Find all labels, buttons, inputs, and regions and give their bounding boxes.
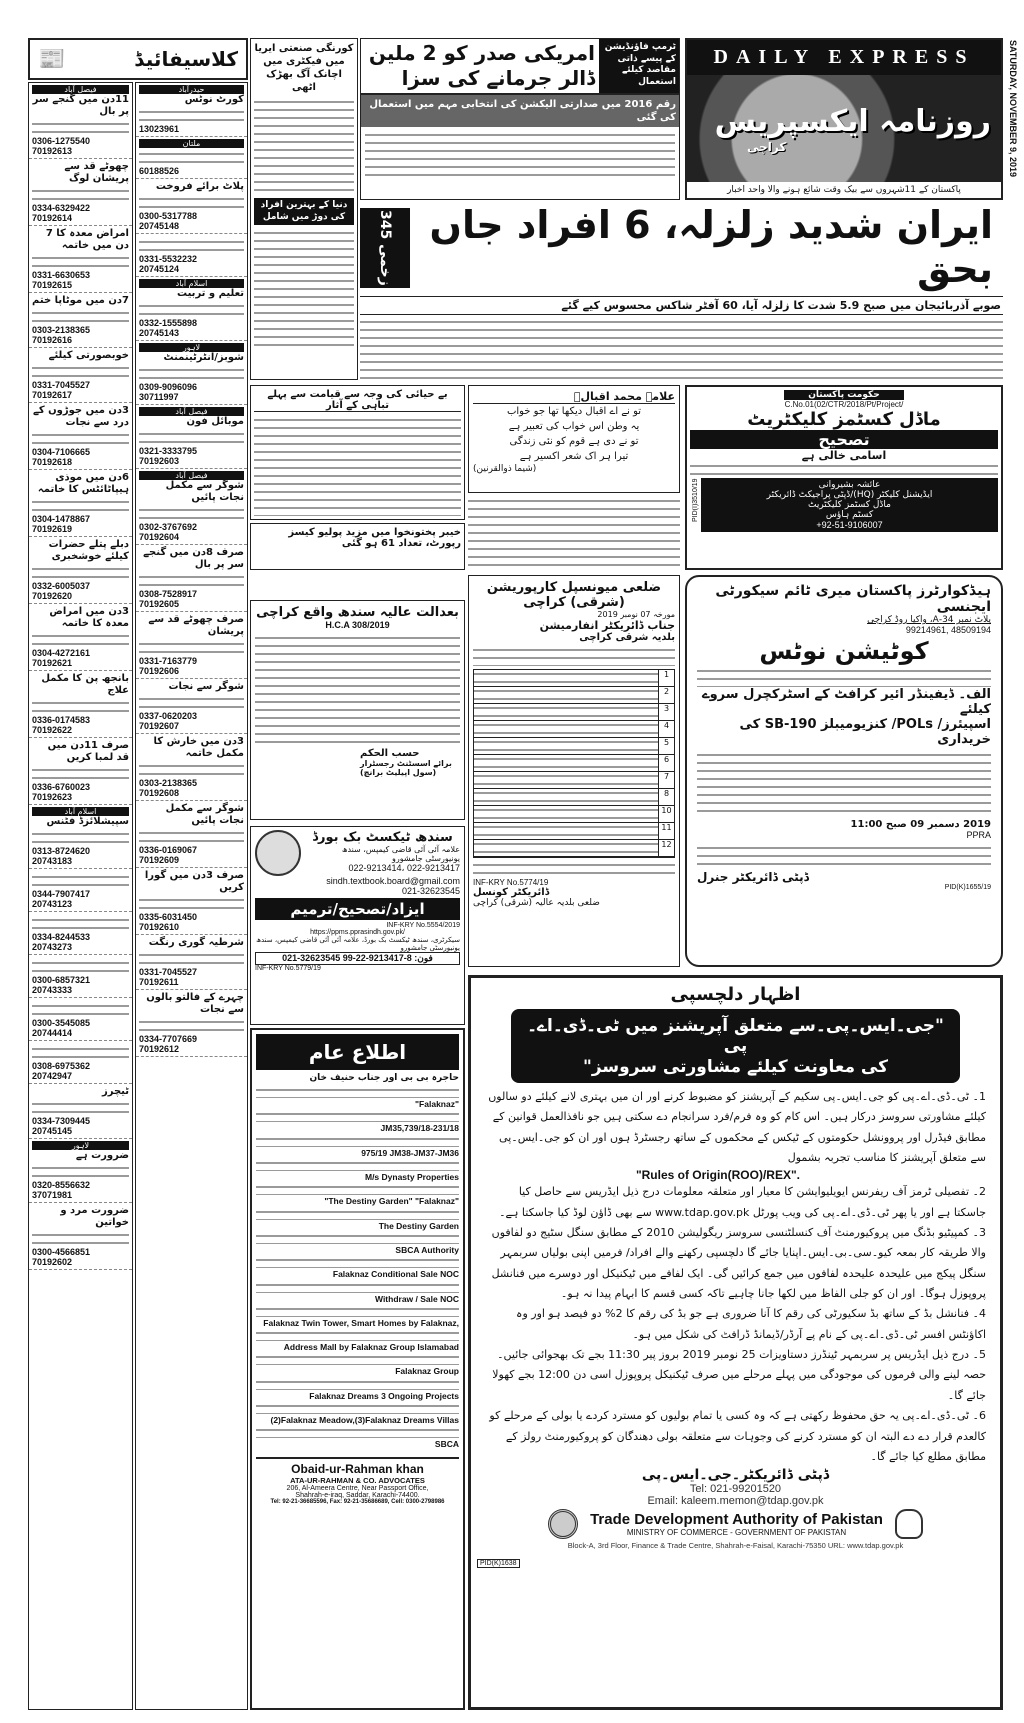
listing-code: 70192609 [139, 855, 180, 865]
ad-address: علامہ آئی آئی قاضی کیمپس، سندھ یونیورسٹی جامشورو [341, 845, 460, 863]
listing-phone: 0331-5532232 [139, 254, 198, 264]
listing-title: دبلے پتلے حضرات کیلئے خوشخبری [48, 539, 129, 562]
listing-phone: 0336-0174583 [32, 715, 91, 725]
listing-phone: 0303-2138365 [139, 778, 198, 788]
classified-listing [29, 805, 132, 869]
listing-code: 70192615 [32, 280, 73, 290]
listing-phone: 0334-7309445 [32, 1116, 91, 1126]
signatory-house: کسٹم ہاؤس [825, 510, 874, 520]
news-story-fire [250, 38, 358, 380]
masthead [685, 38, 1003, 200]
poem-line: یہ وطن اس خواب کی تعبیر ہے [508, 421, 640, 432]
listing-code: 20743333 [32, 985, 73, 995]
row-number: 1 [658, 670, 674, 686]
listing-title: شوگر سے نجات [168, 681, 244, 692]
ad-title: اطلاع عام [256, 1034, 459, 1070]
listing-phone: 0306-1275540 [32, 136, 91, 146]
listing-title: صرف 11دن میں قد لمبا کریں [47, 740, 129, 763]
ministry-name: MINISTRY OF COMMERCE - GOVERNMENT OF PAKISTAN [626, 1528, 847, 1538]
listing-title: 3دن میں امراض معدہ کا خاتمہ [49, 606, 129, 629]
notice-term: M/s Dynasty Properties [364, 1171, 459, 1182]
notice-title: کوٹیشن نوٹس [759, 637, 929, 665]
listing-code: 70192604 [139, 532, 180, 542]
item-b: اسپیئرز/ POLs/ کنزیومیبلز SB-190 کی خریداری [739, 717, 991, 747]
ad-title-line-1: "جی۔ایس۔پی۔سے متعلق آپریشنز میں ٹی۔ڈی۔اے۔پی [527, 1016, 944, 1056]
row-number: 3 [658, 704, 674, 720]
table-row [474, 704, 674, 721]
listing-city-header: اسلام آباد [32, 807, 129, 816]
table-row [474, 721, 674, 738]
listing-phone: 0304-4272161 [32, 648, 91, 658]
listing-phone: 0331-7045527 [139, 967, 198, 977]
listing-code: 70192606 [139, 666, 180, 676]
classified-listing [29, 348, 132, 403]
table-row [474, 789, 674, 806]
listing-code: 70192608 [139, 788, 180, 798]
listing-phone: 0331-7045527 [32, 380, 91, 390]
classified-listing [29, 738, 132, 805]
listing-code: 70192622 [32, 725, 73, 735]
listing-city-header: اسلام آباد [139, 279, 244, 288]
poem-line: تو نے اے اقبال دیکھا تھا جو خواب [506, 406, 642, 417]
listing-title: تعلیم و تربیت [177, 288, 244, 299]
ad-url[interactable]: https://ppms.pprasindh.gov.pk/ [310, 929, 405, 936]
notice-term: 975/19 JM38-JM37-JM36 [361, 1147, 459, 1158]
ad-phones: 99214961, 48509194 [905, 625, 991, 635]
listing-title: صرف 3دن میں گورا کریں [144, 870, 244, 893]
listing-title: شوبز/انٹرٹینمنٹ [163, 352, 244, 363]
listing-code: 20743183 [32, 856, 73, 866]
classified-listing [136, 234, 247, 277]
ad-email[interactable]: Email: kaleem.memon@tdap.gov.pk [647, 1495, 824, 1508]
notice-term: JM35,739/18-231/18 [380, 1123, 459, 1134]
listing-city-header: فیصل آباد [139, 407, 244, 416]
listing-code: 30711997 [139, 392, 179, 402]
classified-listing [29, 869, 132, 912]
listing-title: سپیشلائزڈ فٹنس [46, 816, 129, 827]
listing-phone: 0308-7528917 [139, 589, 198, 599]
classified-listing [136, 545, 247, 612]
listing-code: 20745145 [32, 1126, 73, 1136]
ad-address: پلاٹ نمبر 34-A، واکیا روڈ کراچی [867, 615, 991, 625]
row-number: 11 [658, 823, 674, 839]
classified-header [28, 38, 248, 80]
poem-box [468, 385, 680, 493]
classified-listing [136, 405, 247, 469]
listing-code: 60188526 [139, 166, 180, 176]
classified-listing [136, 868, 247, 935]
listing-phone: 0300-4566851 [32, 1247, 91, 1257]
news-story-trump [360, 38, 680, 200]
notice-term: (2)Falaknaz Meadow,(3)Falaknaz Dreams Villas [270, 1415, 459, 1426]
court-registrar: برائے اسسٹنٹ رجسٹرار (سول اپیلیٹ برانچ) [360, 759, 452, 777]
listing-phone: 0309-9096096 [139, 382, 198, 392]
classified-listing [136, 179, 247, 234]
ad-title: سندھ ٹیکسٹ بک بورڈ [312, 830, 453, 845]
listing-title: موبائل فون [186, 416, 244, 427]
row-number: 4 [658, 721, 674, 737]
ad-title: ہیڈکوارٹرز پاکستان میری ٹائم سیکورٹی ایجنسی [715, 583, 991, 615]
listing-phone: 0308-6975362 [32, 1061, 91, 1071]
classified-listing [29, 955, 132, 998]
firm-address-2: Shahrah-e-iraq, Saddar, Karachi-74400. [295, 1491, 420, 1499]
org-name: Trade Development Authority of Pakistan [590, 1511, 883, 1529]
lead-body-text [360, 318, 1003, 380]
classified-listing [29, 604, 132, 671]
listing-title: خوبصورتی کیلئے [48, 350, 129, 361]
advocate-name: Obaid-ur-Rahman khan [291, 1461, 424, 1476]
ad-phones: 022-9213414، 022-9213417 [348, 863, 460, 873]
court-sign: حسب الحکم [360, 748, 420, 759]
classified-listing [136, 734, 247, 801]
ad-municipal-corporation [468, 575, 680, 967]
masthead-tagline: پاکستان کے 11شہروں سے بیک وقت شائع ہونے والا واحد اخبار [687, 182, 1001, 198]
listing-code: 70192610 [139, 922, 180, 932]
classified-listing [136, 341, 247, 405]
classified-listing [136, 801, 247, 868]
notice-term: Withdraw / Sale NOC [375, 1293, 459, 1304]
table-row [474, 755, 674, 772]
classified-listing [29, 537, 132, 604]
story-headline: خیبر پختونخوا میں مزید پولیو کیسز رپورٹ، تعداد 61 ہو گئی [288, 527, 461, 549]
listing-code: 20744414 [32, 1028, 73, 1038]
classified-listing [29, 912, 132, 955]
listing-code: 70192605 [139, 599, 180, 609]
story-headline: بے حیائی کی وجہ سے قیامت سے پہلے تباہی کے آثار [254, 389, 461, 412]
listing-code: 70192617 [32, 390, 73, 400]
listing-phone: 0320-8556632 [32, 1180, 91, 1190]
listing-code: 20742947 [32, 1071, 73, 1081]
listing-title: 3دن میں خارش کا مکمل خاتمہ [153, 736, 244, 759]
ad-subtitle: اسامی خالی ہے [801, 449, 887, 462]
listing-phone: 0332-1555898 [139, 318, 198, 328]
table-row [474, 687, 674, 704]
row-number: 5 [658, 738, 674, 754]
tender-clause: 3۔ کمپیٹیو بڈنگ میں پروکیورمنٹ آف کنسلٹنسی سروسز ریگولیشن 2010 کے مطابق سنگل سٹیج دو لفافوں والا طریقہ کار بمعہ کیو۔سی۔بی۔ایس۔اپنایا جائے گا دلچسپی رکھنے والے افراد/ فرمیں اپنی بولیاں سربمہر سنگل پیکج میں علیحدہ علیحدہ لفافوں میں جمع کرائیں گی۔ ایک لفافے میں ٹیکنیکل اور دوسرے میں فنانشل پروپوزل ہوگا۔ اور ان کو جلی الفاظ میں لکھا جانا چاہیے تاکہ کسی قسم کا ابہام پیدا نہ ہو۔ [491, 1226, 986, 1301]
ad-court-notice [250, 600, 465, 820]
listing-title: 3دن میں جوڑوں کے درد سے نجات [32, 405, 129, 428]
ad-tdap [468, 975, 1003, 1710]
signatory: ڈپٹی ڈائریکٹر۔جی۔ایس۔پی [641, 1467, 830, 1484]
ad-signatory: سیکرٹری، سندھ ٹیکسٹ بک بورڈ، علامہ آئی آئی قاضی کیمپس، سندھ یونیورسٹی جامشورو [256, 936, 460, 952]
masthead-city: کراچی [747, 139, 787, 154]
poem-line: تیرا ہر اک شعر اکسیر ہے [519, 451, 629, 462]
ad-reference: C.No.01(02/CTR/2018/Pt/Project/ [784, 400, 904, 409]
listing-phone: 0304-7106665 [32, 447, 91, 457]
listing-title: شرطیہ گوری رنگت [148, 937, 244, 948]
classified-listing [29, 671, 132, 738]
classified-listing [136, 83, 247, 137]
listing-code: 70192620 [32, 591, 73, 601]
ad-pid: PID(K)1655/19 [944, 884, 991, 891]
ad-model-customs [685, 385, 1003, 570]
ad-email: sindh.textbook.board@gmail.com [326, 876, 460, 886]
masthead-logo [687, 75, 1001, 182]
row-number: 6 [658, 755, 674, 771]
classified-listing [29, 293, 132, 348]
listing-title: صرف 8دن میں گنجے سر پر بال [143, 547, 244, 570]
ad-contact: 021-32623545 99-22-9213417-8 :فون [255, 952, 460, 965]
listing-phone: 0334-8244533 [32, 932, 91, 942]
listing-code: 70192611 [139, 977, 179, 987]
listing-code: 70192614 [32, 213, 73, 223]
lead-story [360, 204, 1003, 380]
classified-listing [29, 1084, 132, 1139]
listing-code: 70192602 [32, 1257, 73, 1267]
classified-listing [136, 137, 247, 179]
listing-title: پلاٹ برائے فروخت [155, 181, 244, 192]
tender-clause: 1۔ ٹی۔ڈی۔اے۔پی کو جی۔ایس۔پی سکیم کے آپریشنز کو مضبوط کرنے اور ان میں بہتری لانے کیلئے دو سالوں کیلئے مشاورتی سروسز درکار ہیں۔ اس کام کو وہ فرم/فرد سرانجام دے سکتی ہیں جو نافذالعمل قوانین کے مطابق فیڈرل اور پروونشل حکومتوں کے ٹیکس کے محکموں کے ساتھ رجسٹرڈ ہوں اور ان کو جی۔ایس۔پی سے متعلق آپریشنز کا مناسب تجربہ بشمول [488, 1090, 986, 1165]
newspaper-icon: 📰 [38, 46, 66, 72]
listing-phone: 0331-7163779 [139, 656, 198, 666]
listing-phone: 0334-6329422 [32, 203, 91, 213]
listing-code: 20743273 [32, 942, 73, 952]
listing-title: 11دن میں گنجے سر پر بال [32, 94, 129, 117]
listing-title: صرف چھوٹے قد سے پریشان [148, 614, 244, 637]
news-story-polio [250, 523, 465, 570]
listing-phone: 0337-0620203 [139, 711, 198, 721]
firm-address-1: 206, Al-Ameera Centre, Near Passport Office, [286, 1484, 429, 1492]
ad-reference-2: INF-KRY No.5779/19 [255, 965, 321, 972]
listing-title: ٹیچرز [101, 1086, 129, 1097]
table-row [474, 772, 674, 789]
ad-correction: تصحیح [690, 430, 998, 449]
news-story-2 [250, 385, 465, 520]
row-number: 10 [658, 806, 674, 822]
listing-city-header: لاہور [32, 1141, 129, 1150]
ppra-label: PPRA [966, 830, 991, 840]
opening-date: 2019 دسمبر 09 صبح 11:00 [850, 819, 991, 830]
listing-phone: 0334-7707669 [139, 1034, 198, 1044]
case-number: H.C.A 308/2019 [325, 620, 390, 630]
poem-poet: (شیما ذوالقرنین) [473, 464, 537, 474]
listing-title: ضرورت ہے [75, 1150, 129, 1161]
signatory: ڈپٹی ڈائریکٹر جنرل [697, 870, 809, 884]
signatory-office: ضلعی بلدیہ عالیہ (شرقی) کراچی [473, 898, 600, 908]
ad-sindh-textbook-board [250, 826, 465, 1025]
listing-code: 70192619 [32, 524, 73, 534]
listing-phone: 0321-3333795 [139, 446, 198, 456]
listing-phone: 0313-8724620 [32, 846, 91, 856]
poem-title: علامہ محمد اقبالؒ [473, 390, 675, 404]
listing-phone: 0302-3767692 [139, 522, 198, 532]
listing-code: 70192621 [32, 658, 73, 668]
ad-phone: +92-51-9106007 [816, 520, 883, 530]
classified-listing [136, 612, 247, 679]
listing-title: کورٹ نوٹس [184, 94, 244, 105]
ad-title: ضلعی میونسپل کارپوریشن (شرقی) کراچی [486, 580, 662, 610]
notice-term: Falaknaz Group [395, 1366, 459, 1377]
tender-clause: 4۔ فنانشل بڈ کے ساتھ بڈ سکیورٹی کی رقم کا آنا ضروری ہے جو بڈ کی رقم کا 2% دو فیصد ہو اور وہ اکاؤنٹس افسر ٹی۔ڈی۔اے۔پی کے نام پے آرڈر/ڈیمانڈ ڈرافٹ کی شکل میں ہو۔ [516, 1307, 986, 1341]
listing-title: 6دن میں موذی ہیپاٹائٹس کا خاتمہ [37, 472, 129, 495]
notice-term: Falaknaz Dreams 3 Ongoing Projects [309, 1390, 459, 1401]
notice-term: Falaknaz Twin Tower, Smart Homes by Falaknaz, [263, 1317, 459, 1328]
ad-reference: INF-KRY No.5554/2019 [386, 922, 460, 929]
classified-listing [29, 83, 132, 159]
notice-term: Address Mall by Falaknaz Group Islamabad [283, 1342, 459, 1353]
ad-gov-label: حکومت پاکستان [784, 390, 904, 400]
org-address: Block-A, 3rd Floor, Finance & Trade Centre, Shahrah-e-Faisal, Karachi-75350 URL: www.tdap.gov.pk [567, 1541, 904, 1551]
works-table [473, 669, 675, 858]
ad-heading: ایزاد/تصحیح/ترمیم [255, 898, 460, 920]
row-number: 7 [658, 772, 674, 788]
listing-phone: 0344-7907417 [32, 889, 91, 899]
table-row [474, 823, 674, 840]
listing-code: 70192612 [139, 1044, 180, 1054]
classified-listing [29, 1203, 132, 1270]
story-headline: امریکی صدر کو 2 ملین ڈالر جرمانے کی سزا [368, 41, 595, 90]
row-number: 8 [658, 789, 674, 805]
classified-listing [29, 226, 132, 293]
notice-term: "The Destiny Garden" "Falaknaz" [324, 1196, 459, 1207]
listing-city-header: فیصل آباد [139, 471, 244, 480]
signatory-name: عائشہ بشیروانی [818, 480, 881, 490]
listing-code: 20745124 [139, 264, 180, 274]
signatory-office: ماڈل کسٹمز کلیکٹریٹ [807, 500, 891, 510]
table-row [474, 738, 674, 755]
ad-recipient: جناب ڈائریکٹر انفارمیشن [539, 619, 675, 632]
masthead-english-title: DAILY EXPRESS [687, 40, 1001, 75]
listing-code: 70192623 [32, 792, 73, 802]
listing-title: بانجھ پن کا مکمل علاج [41, 673, 129, 696]
notice-term: SBCA Authority [395, 1244, 459, 1255]
classified-column-2 [135, 82, 248, 1710]
listing-title: شوگر سے مکمل نجات پائیں [165, 803, 244, 826]
classified-listing [29, 470, 132, 537]
ad-reference: INF-KRY No.5774/19 [473, 878, 549, 887]
listing-city-header: حیدرآباد [139, 85, 244, 94]
listing-phone: 0336-6760023 [32, 782, 91, 792]
classified-listing [29, 159, 132, 226]
government-emblem-icon [895, 1509, 923, 1539]
listing-city-header: لاہور [139, 343, 244, 352]
listing-phone: 0303-2138365 [32, 325, 91, 335]
classified-listing [136, 679, 247, 734]
listing-title: شوگر سے مکمل نجات پائیں [165, 480, 244, 503]
listing-code: 20745143 [139, 328, 180, 338]
table-row [474, 806, 674, 823]
lead-subheadline: صوبے آذربائیجان میں صبح 5.9 شدت کا زلزلہ آیا، 60 آفٹر شاکس محسوس کیے گئے [360, 296, 1003, 315]
ad-place: بلدیہ شرقی کراچی [579, 632, 675, 643]
ad-pid: PID(I)3510/19 [692, 478, 699, 522]
story-subheadline: دنیا کے بہترین افراد کی دوڑ میں شامل [254, 198, 354, 225]
news-body-text [468, 497, 680, 570]
classified-listing [136, 469, 247, 545]
tender-clause: 5۔ درج ذیل ایڈریس پر سربمہر ٹینڈرز دستاویزات 25 نومبر 2019 بروز پیر 11:30 بجے تک بھجوائی جائیں۔ حصہ لینے والی فرموں کی موجودگی میں پہلے مرحلے میں صرف ٹیکنیکل پروپوزل اسی دن 12:00 بجے کھولا جائے گا۔ [492, 1348, 986, 1402]
listing-code: 70192607 [139, 721, 180, 731]
ad-date: مورخہ 07 نومبر 2019 [597, 610, 675, 619]
listing-code: 37071981 [32, 1190, 73, 1200]
signatory-designation: ایڈیشنل کلیکٹر (HQ)/ڈپٹی پراجیکٹ ڈائریکٹر [766, 490, 933, 500]
injured-count-badge: 345 زخمی [360, 208, 410, 288]
listing-phone: 0300-3545085 [32, 1018, 91, 1028]
classified-listing [136, 277, 247, 341]
classified-listing [29, 998, 132, 1041]
lead-headline: ایران شدید زلزلہ، 6 افراد جاں بحق [429, 204, 993, 291]
tender-clause: 2۔ تفصیلی ٹرمز آف ریفرنس ایویلیوایشن کا معیار اور متعلقہ معلومات درج ذیل ایڈریس سے حاصل کیا جاسکتا ہے اور یا پھر ٹی۔ڈی۔اے۔پی کی ویب پورٹل www.tdap.gov.pk سے بھی ڈاؤن لوڈ کیا جاسکتا ہے۔ [499, 1185, 986, 1219]
edition-date: SATURDAY, NOVEMBER 9, 2019 [1008, 40, 1018, 178]
row-number: 2 [658, 687, 674, 703]
classified-column-1 [28, 82, 133, 1710]
listing-city-header: ملتان [139, 139, 244, 148]
story-headline: کورنگی صنعتی ایریا میں فیکٹری میں اچانک آگ بھڑک اٹھی [254, 43, 354, 93]
listing-title: امراض معدہ کا 7 دن میں خاتمہ [45, 228, 129, 251]
tdap-logo-icon [548, 1509, 578, 1539]
classified-listing [136, 990, 247, 1057]
ad-pid: PID(K)1638 [477, 1559, 520, 1568]
ad-maritime-security-agency [685, 575, 1003, 967]
listing-title: چہرے کے فالتو بالوں سے نجات [146, 992, 244, 1015]
listing-code: 70192613 [32, 146, 73, 156]
listing-phone: 0335-6031450 [139, 912, 198, 922]
ad-title: بعدالت عالیہ سندھ واقع کراچی [256, 605, 459, 620]
notice-term: Falaknaz Conditional Sale NOC [332, 1269, 459, 1280]
masthead-urdu-title: روزنامہ ایکسپریس [714, 103, 991, 139]
item-a: الف۔ ڈیفینڈر ائیر کرافٹ کے اسٹرکچرل سروے کیلئے [701, 687, 991, 717]
tender-clause: 6۔ ٹی۔ڈی۔اے۔پی یہ حق محفوظ رکھتی ہے کہ وہ کسی یا تمام بولیوں کو مسترد کردے یا بولی کے مرحلے کو کالعدم قرار دے دے البتہ ان کو مسترد کرنے کی وجوہات سے متعلقہ بولی دھندگان کو پروکیورمنٹ رولز کے مطابق مطلع کیا جائے گا۔ [489, 1409, 986, 1463]
ad-title-line-2: کی معاونت کیلئے مشاورتی سروسز" [582, 1057, 889, 1077]
notice-term: The Destiny Garden [378, 1220, 459, 1231]
ad-title: ماڈل کسٹمز کلیکٹریٹ [747, 409, 941, 430]
notice-term: SBCA [434, 1439, 459, 1450]
notice-term: "Falaknaz" [415, 1099, 459, 1109]
signatory: ڈائریکٹر کونسل [473, 887, 550, 898]
listing-phone: 0300-6857321 [32, 975, 91, 985]
ad-tel: Tel: 021-99201520 [689, 1483, 782, 1496]
rules-of-origin: "Rules of Origin(ROO)/REX". [635, 1168, 800, 1183]
listing-code: 13023961 [139, 124, 180, 134]
listing-code: 70192603 [139, 456, 180, 466]
classified-title: کلاسیفائیڈ [134, 47, 238, 71]
listing-phone: 0304-1478867 [32, 514, 91, 524]
listing-phone: 0300-5317788 [139, 211, 198, 221]
listing-code: 20743123 [32, 899, 73, 909]
listing-title: چھوٹے قد سے پریشان لوگ [64, 161, 129, 184]
classified-listing [29, 1139, 132, 1203]
listing-phone: 0332-6005037 [32, 581, 91, 591]
table-row [474, 840, 674, 857]
classified-listing [29, 1041, 132, 1084]
listing-title: ضرورت مرد و خواتین [60, 1205, 129, 1228]
ad-karachi-phone: 021-32623545 [401, 886, 460, 896]
board-seal-icon [255, 830, 301, 876]
law-firm: ATA-UR-RAHMAN & CO. ADVOCATES [290, 1475, 425, 1485]
notice-parties: حاجرہ بی بی اور جناب حنیف خان [309, 1073, 459, 1083]
listing-code: 70192618 [32, 457, 73, 467]
listing-code: 70192616 [32, 335, 73, 345]
lead-story-headline-box [360, 204, 1003, 292]
ad-public-notice [250, 1028, 465, 1710]
listing-city-header: فیصل آباد [32, 85, 129, 94]
listing-code: 20745148 [139, 221, 180, 231]
story-subheadline: رقم 2016 میں صدارتی الیکشن کی انتخابی مہم میں استعمال کی گئی [361, 95, 679, 127]
poem-line: تو نے دی ہے قوم کو نئی زندگی [509, 436, 639, 447]
listing-phone: 0336-0169067 [139, 845, 198, 855]
firm-contact: Tel: 92-21-36685596, Fax: 92-21-35686689, Cell: 0300-2798986 [270, 1498, 445, 1505]
listing-phone: 0331-6630653 [32, 270, 91, 280]
listing-title: 7دن میں موٹاپا ختم [32, 295, 129, 306]
row-number: 12 [658, 840, 674, 856]
story-kicker: ٹرمپ فاؤنڈیشن کے پیسے ذاتی مقاصد کیلئے استعمال [599, 39, 679, 93]
classified-listing [29, 403, 132, 470]
classified-listing [136, 935, 247, 990]
ad-kicker: اظہار دلچسپی [670, 984, 801, 1005]
table-row [474, 670, 674, 687]
